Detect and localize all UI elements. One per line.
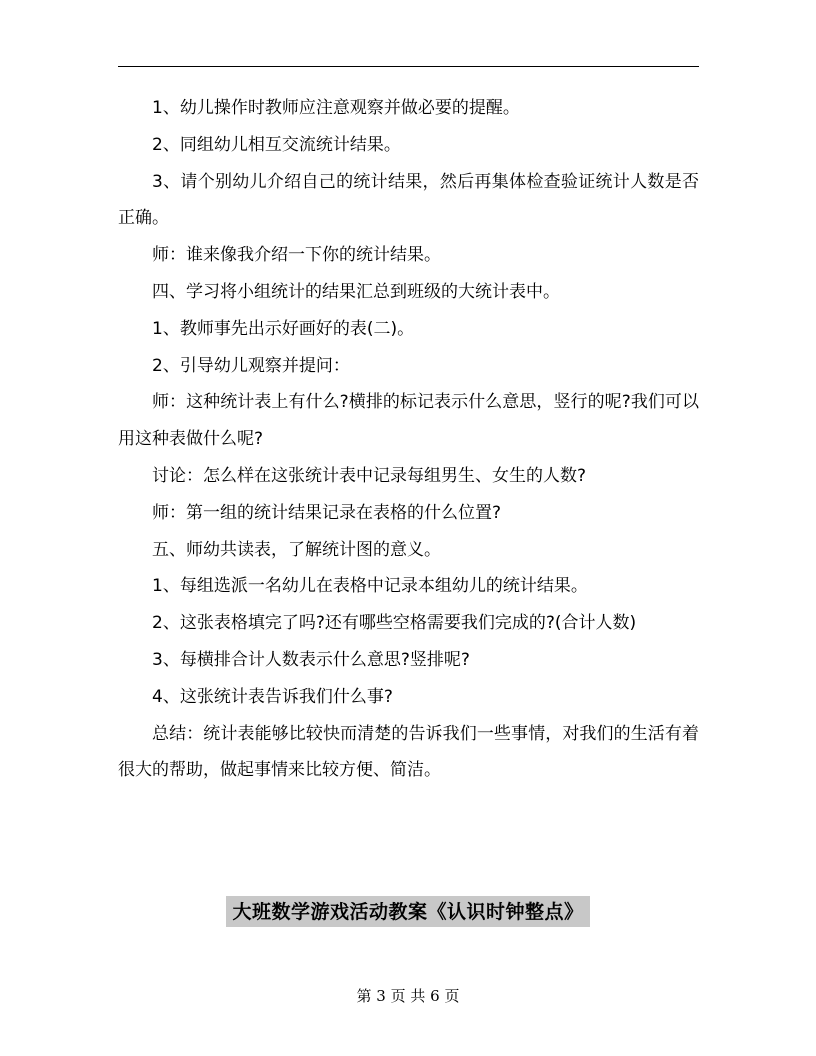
paragraph-11: 五、师幼共读表，了解统计图的意义。 [152, 539, 441, 560]
paragraph-12: 1、每组选派一名幼儿在表格中记录本组幼儿的统计结果。 [152, 576, 588, 597]
page-footer: 第 3 页 共 6 页 [356, 987, 460, 1005]
paragraph-7: 2、引导幼儿观察并提问： [152, 355, 350, 376]
paragraph-13: 2、这张表格填完了吗?还有哪些空格需要我们完成的?(合计人数) [152, 613, 637, 634]
paragraph-3: 3、请个别幼儿介绍自己的统计结果，然后再集体检查验证统计人数是否正确。 [118, 171, 699, 229]
paragraph-10: 师：第一组的统计结果记录在表格的什么位置? [152, 502, 502, 523]
header-rule [118, 66, 699, 67]
document-body [118, 90, 699, 789]
next-lesson-title-wrap [0, 896, 816, 927]
paragraph-2: 2、同组幼儿相互交流统计结果。 [152, 134, 401, 155]
paragraph-6: 1、教师事先出示好画好的表(二)。 [152, 318, 415, 339]
paragraph-1: 1、幼儿操作时教师应注意观察并做必要的提醒。 [152, 98, 520, 118]
paragraph-5: 四、学习将小组统计的结果汇总到班级的大统计表中。 [152, 281, 560, 302]
paragraph-9: 讨论：怎么样在这张统计表中记录每组男生、女生的人数? [152, 465, 587, 486]
paragraph-14: 3、每横排合计人数表示什么意思?竖排呢? [152, 649, 470, 670]
paragraph-16: 总结：统计表能够比较快而清楚的告诉我们一些事情，对我们的生活有着很大的帮助，做起事情来比较方便、简洁。 [118, 723, 699, 781]
paragraph-8: 师：这种统计表上有什么?横排的标记表示什么意思，竖行的呢?我们可以用这种表做什么呢? [118, 392, 699, 450]
next-lesson-title: 大班数学游戏活动教案《认识时钟整点》 [226, 896, 589, 927]
paragraph-15: 4、这张统计表告诉我们什么事? [152, 686, 393, 707]
paragraph-4: 师：谁来像我介绍一下你的统计结果。 [152, 245, 441, 266]
